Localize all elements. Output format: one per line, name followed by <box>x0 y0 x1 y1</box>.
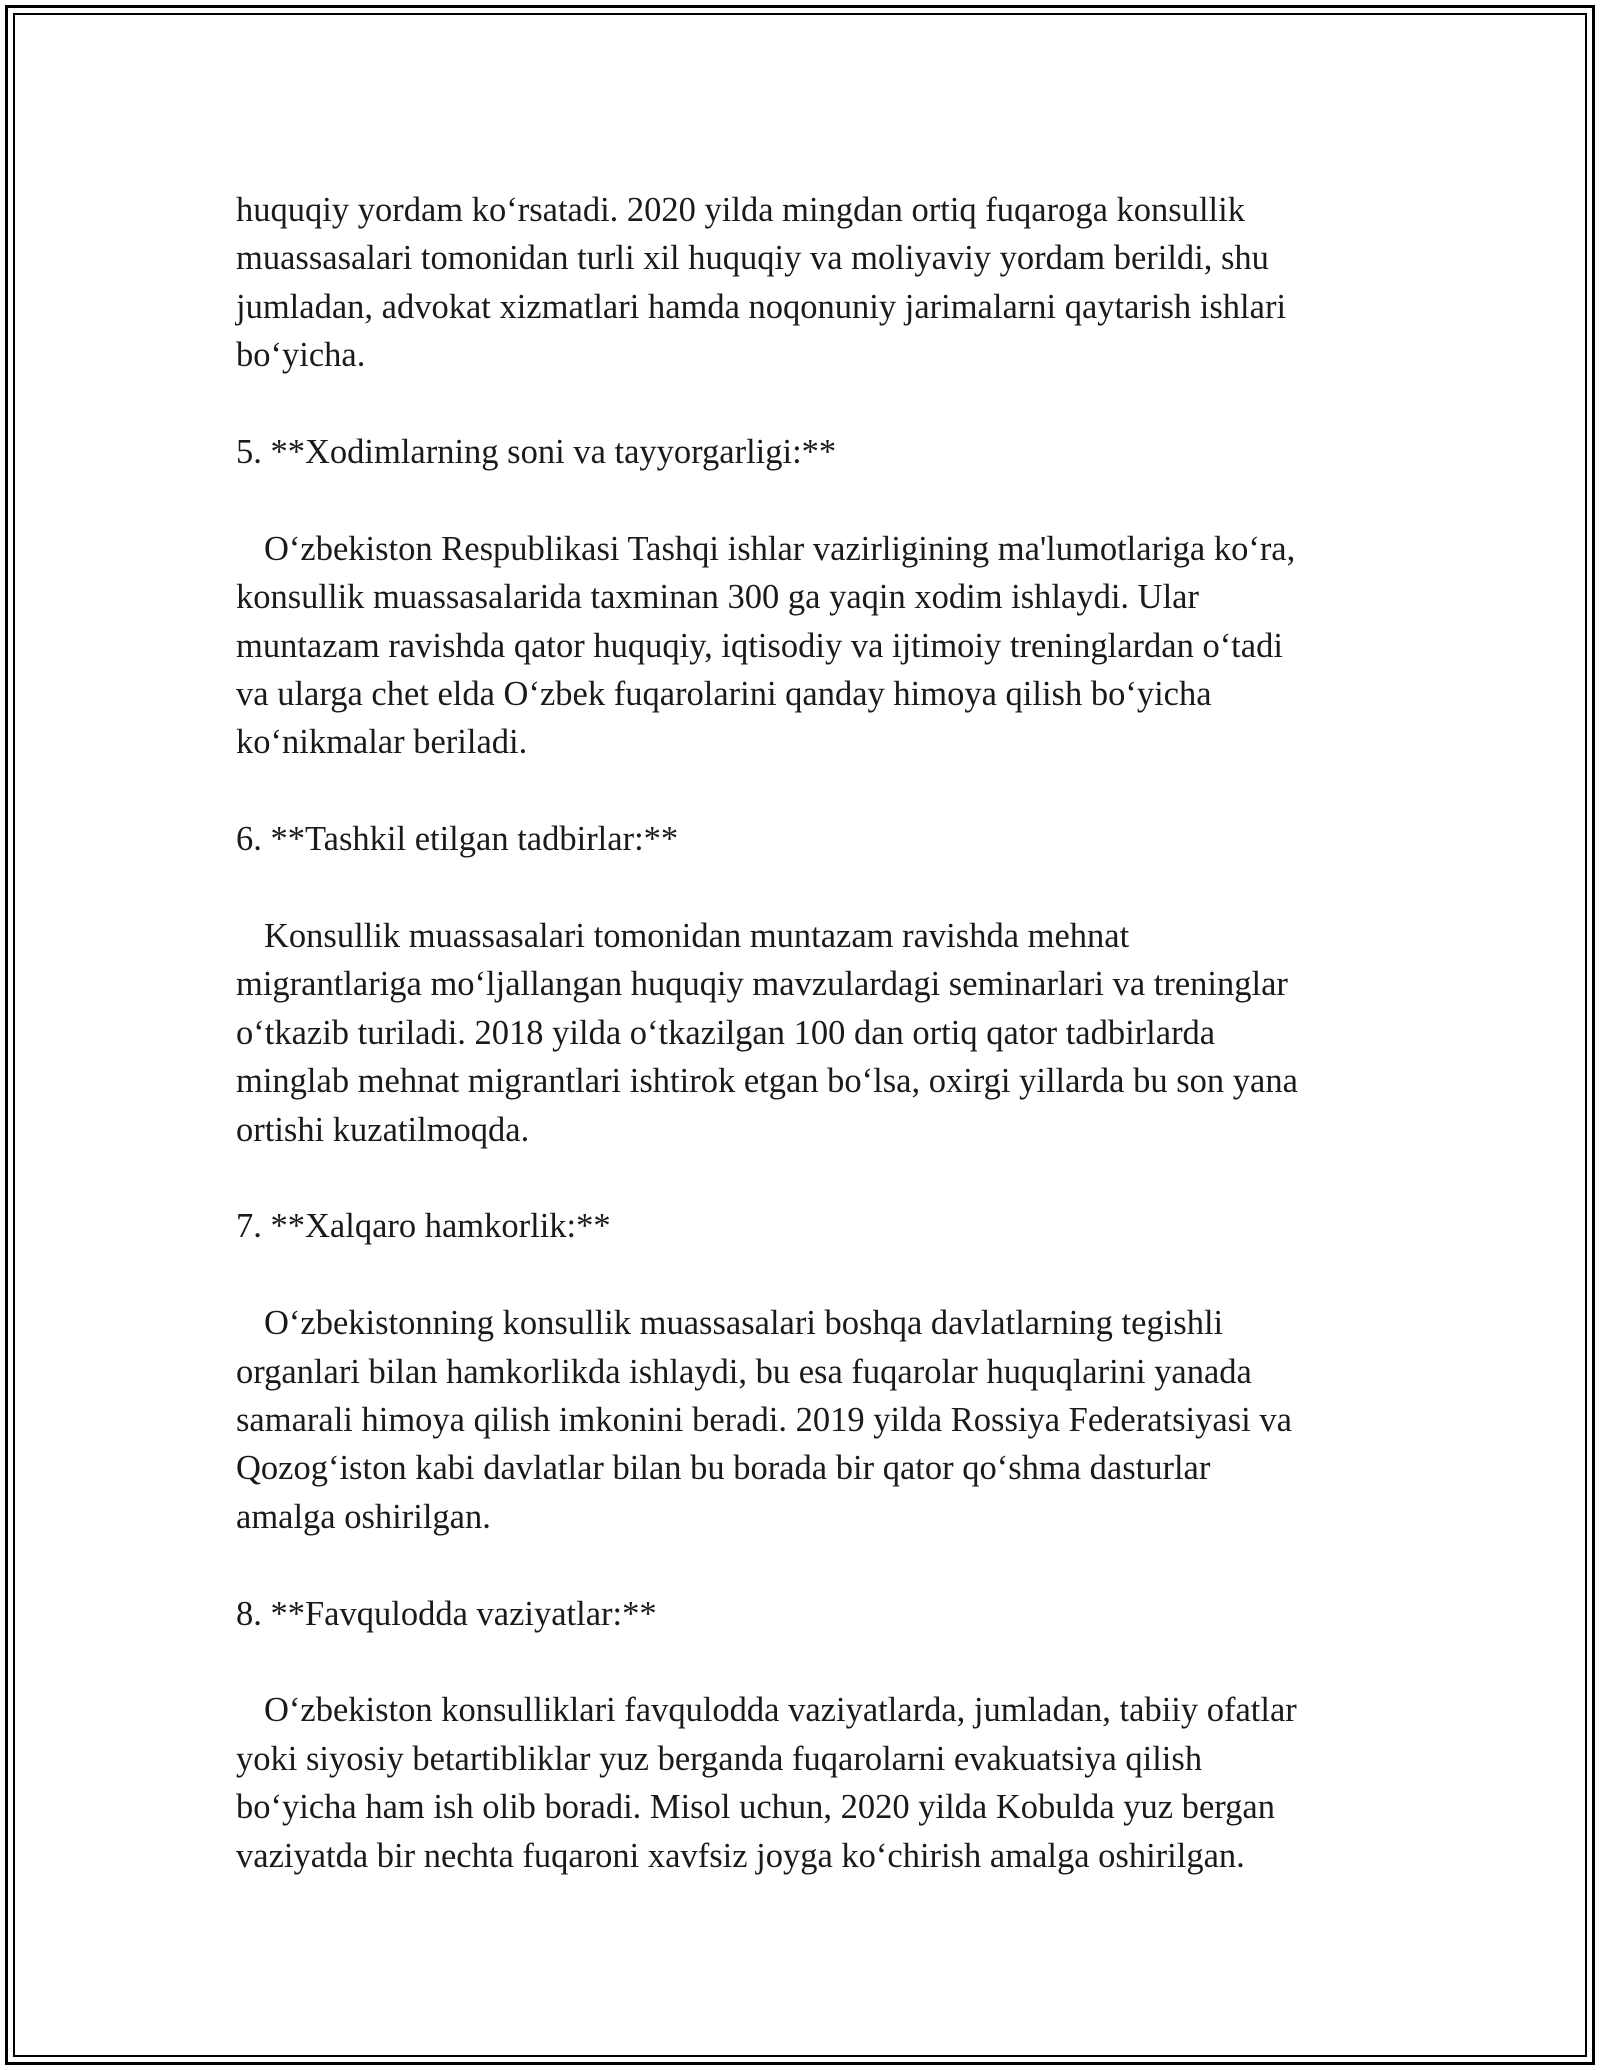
section-body-7: O‘zbekistonning konsullik muassasalari boshqa davlatlarning tegishli organlari bilan hamkorlikda ishlaydi, bu esa fuqarolar huquqlarini yanada samarali himoya qilish imkonini beradi. 2019 yilda Rossiya Federatsiyasi va Qozog‘iston kabi davlatlar bilan bu borada bir qator qo‘shma dasturlar amalga oshirilgan. <box>236 1304 1292 1536</box>
section-body-8: O‘zbekiston konsulliklari favqulodda vaziyatlarda, jumladan, tabiiy ofatlar yoki siyosiy betartibliklar yuz berganda fuqarolarni evakuatsiya qilish bo‘yicha ham ish olib boradi. Misol uchun, 2020 yilda Kobulda yuz bergan vaziyatda bir nechta fuqaroni xavfsiz joyga ko‘chirish amalga oshirilgan. <box>236 1691 1297 1875</box>
section-heading-7: 7. **Xalqaro hamkorlik:** <box>236 1207 611 1246</box>
section-heading-6: 6. **Tashkil etilgan tadbirlar:** <box>236 820 679 859</box>
section-body-6: Konsullik muassasalari tomonidan muntazam ravishda mehnat migrantlariga mo‘ljallangan huquqiy mavzulardagi seminarlari va treninglar o‘tkazib turiladi. 2018 yilda o‘tkazilgan 100 dan ortiq qator tadbirlarda minglab mehnat migrantlari ishtirok etgan bo‘lsa, oxirgi yillarda bu son yana ortishi kuzatilmoqda. <box>236 917 1298 1149</box>
document-body <box>236 186 1376 1880</box>
paragraph-continuation: huquqiy yordam ko‘rsatadi. 2020 yilda mingdan ortiq fuqaroga konsullik muassasalari tomonidan turli xil huquqiy va moliyaviy yordam berildi, shu jumladan, advokat xizmatlari hamda noqonuniy jarimalarni qaytarish ishlari bo‘yicha. <box>236 191 1287 375</box>
section-heading-5: 5. **Xodimlarning soni va tayyorgarligi:** <box>236 433 837 472</box>
section-body-5: O‘zbekiston Respublikasi Tashqi ishlar vazirligining ma'lumotlariga ko‘ra, konsullik muassasalarida taxminan 300 ga yaqin xodim ishlaydi. Ular muntazam ravishda qator huquqiy, iqtisodiy va ijtimoiy treninglardan o‘tadi va ularga chet elda O‘zbek fuqarolarini qanday himoya qilish bo‘yicha ko‘nikmalar beriladi. <box>236 529 1296 762</box>
section-heading-8: 8. **Favqulodda vaziyatlar:** <box>236 1594 657 1633</box>
